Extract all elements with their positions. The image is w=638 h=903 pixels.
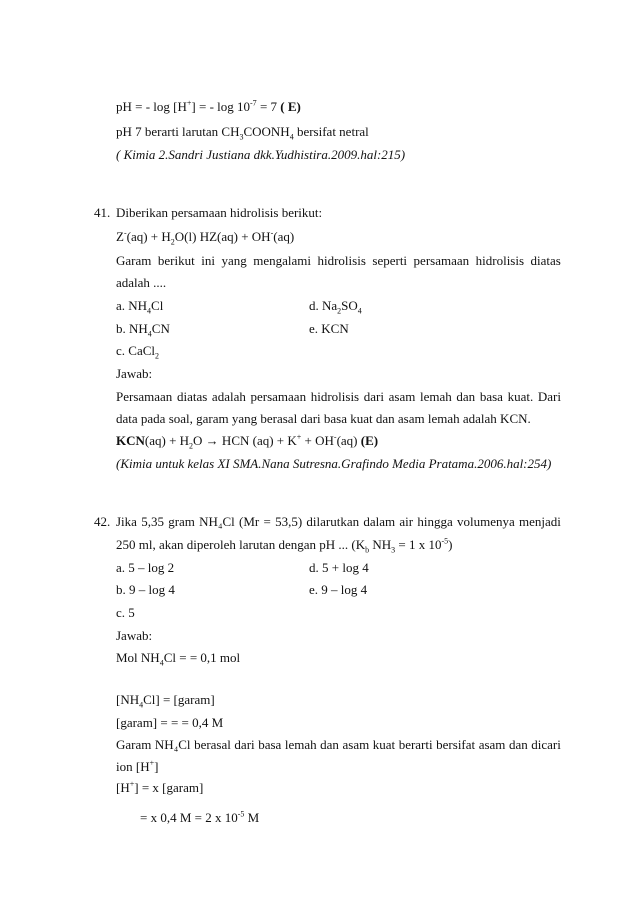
option-b: b. 9 – log 4 bbox=[116, 582, 175, 597]
answer-mark: ( E) bbox=[280, 99, 301, 114]
option-c: c. 5 bbox=[116, 605, 135, 620]
option-b: b. $NH_4CN$ bbox=[116, 321, 170, 339]
explanation-line-2: data pada soal, garam yang berasal dari basa kuat dan asam lemah adalah KCN. bbox=[116, 411, 531, 426]
reference-citation: (Kimia untuk kelas XI SMA.Nana Sutresna.Grafindo Media Pratama.2006.hal:254) bbox=[116, 456, 552, 471]
explanation-line-1: Persamaan diatas adalah persamaan hidrolisis dari asam lemah dan basa kuat. Dari bbox=[116, 389, 561, 404]
concentration-line: $[NH_4Cl]$ = [garam] bbox=[116, 692, 215, 710]
option-c: c. CaCl$_2$ bbox=[116, 343, 159, 361]
h-ion-result: = x 0,4 M = 2 x $10^{-5}$ M bbox=[140, 809, 260, 825]
option-a: a. 5 – log 2 bbox=[116, 560, 175, 575]
option-d: d. $Na_2SO_4$ bbox=[309, 298, 362, 316]
reference-citation: ( Kimia 2.Sandri Justiana dkk.Yudhistira.2009.hal:215) bbox=[116, 147, 406, 162]
hydrolysis-equation: $Z^-(aq) + H_2O(l) HZ(aq) + OH^-(aq)$ bbox=[116, 228, 295, 247]
question-42-stem-line-2: 250 ml, akan diperoleh larutan dengan pH ... ($K_b$ $NH_3 = 1$ x $10^{-5}$) bbox=[116, 536, 453, 555]
option-a: a. $NH_4Cl$ bbox=[116, 298, 164, 316]
option-d: d. 5 + log 4 bbox=[309, 560, 369, 575]
salt-explanation-line: Garam NH₄Cl berasal dari basa lemah dan asam kuat berarti bersifat asam dan dicari bbox=[116, 737, 561, 752]
ph-calculation-line: pH = - log [H+] = - $\log 10^{-7} = 7$ ( E) bbox=[116, 98, 301, 114]
answer-label: Jawab: bbox=[116, 628, 153, 643]
kcn-reaction: $KCN(aq) + H_2O$ → HCN (aq) + K+ + OH-(aq) (E) bbox=[116, 432, 379, 451]
question-41-number: 41. bbox=[94, 205, 111, 220]
option-e: e. 9 – log 4 bbox=[309, 582, 368, 597]
option-e: e. KCN bbox=[309, 321, 349, 336]
ph7-statement: pH 7 berarti larutan $CH_3COONH_4$ bersifat netral bbox=[116, 124, 369, 142]
h-ion-formula: [H+] = x [garam] bbox=[116, 779, 204, 795]
question-42-number: 42. bbox=[94, 514, 111, 529]
question-42-stem-line-1: Jika 5,35 gram NH₄Cl (Mr = 53,5) dilarutkan dalam air hingga volumenya menjadi bbox=[116, 514, 561, 529]
question-41-stem: Diberikan persamaan hidrolisis berikut: bbox=[116, 205, 323, 220]
answer-label: Jawab: bbox=[116, 366, 153, 381]
mol-calculation: Mol $NH_4Cl$ = = 0,1 mol bbox=[116, 650, 241, 668]
ion-h-line: ion [H+] bbox=[116, 758, 159, 774]
question-41-text-line: Garam berikut ini yang mengalami hidrolisis seperti persamaan hidrolisis diatas bbox=[116, 253, 561, 268]
question-41-text-end: adalah .... bbox=[116, 275, 167, 290]
garam-molarity: [garam] = = = 0,4 M bbox=[116, 715, 224, 730]
